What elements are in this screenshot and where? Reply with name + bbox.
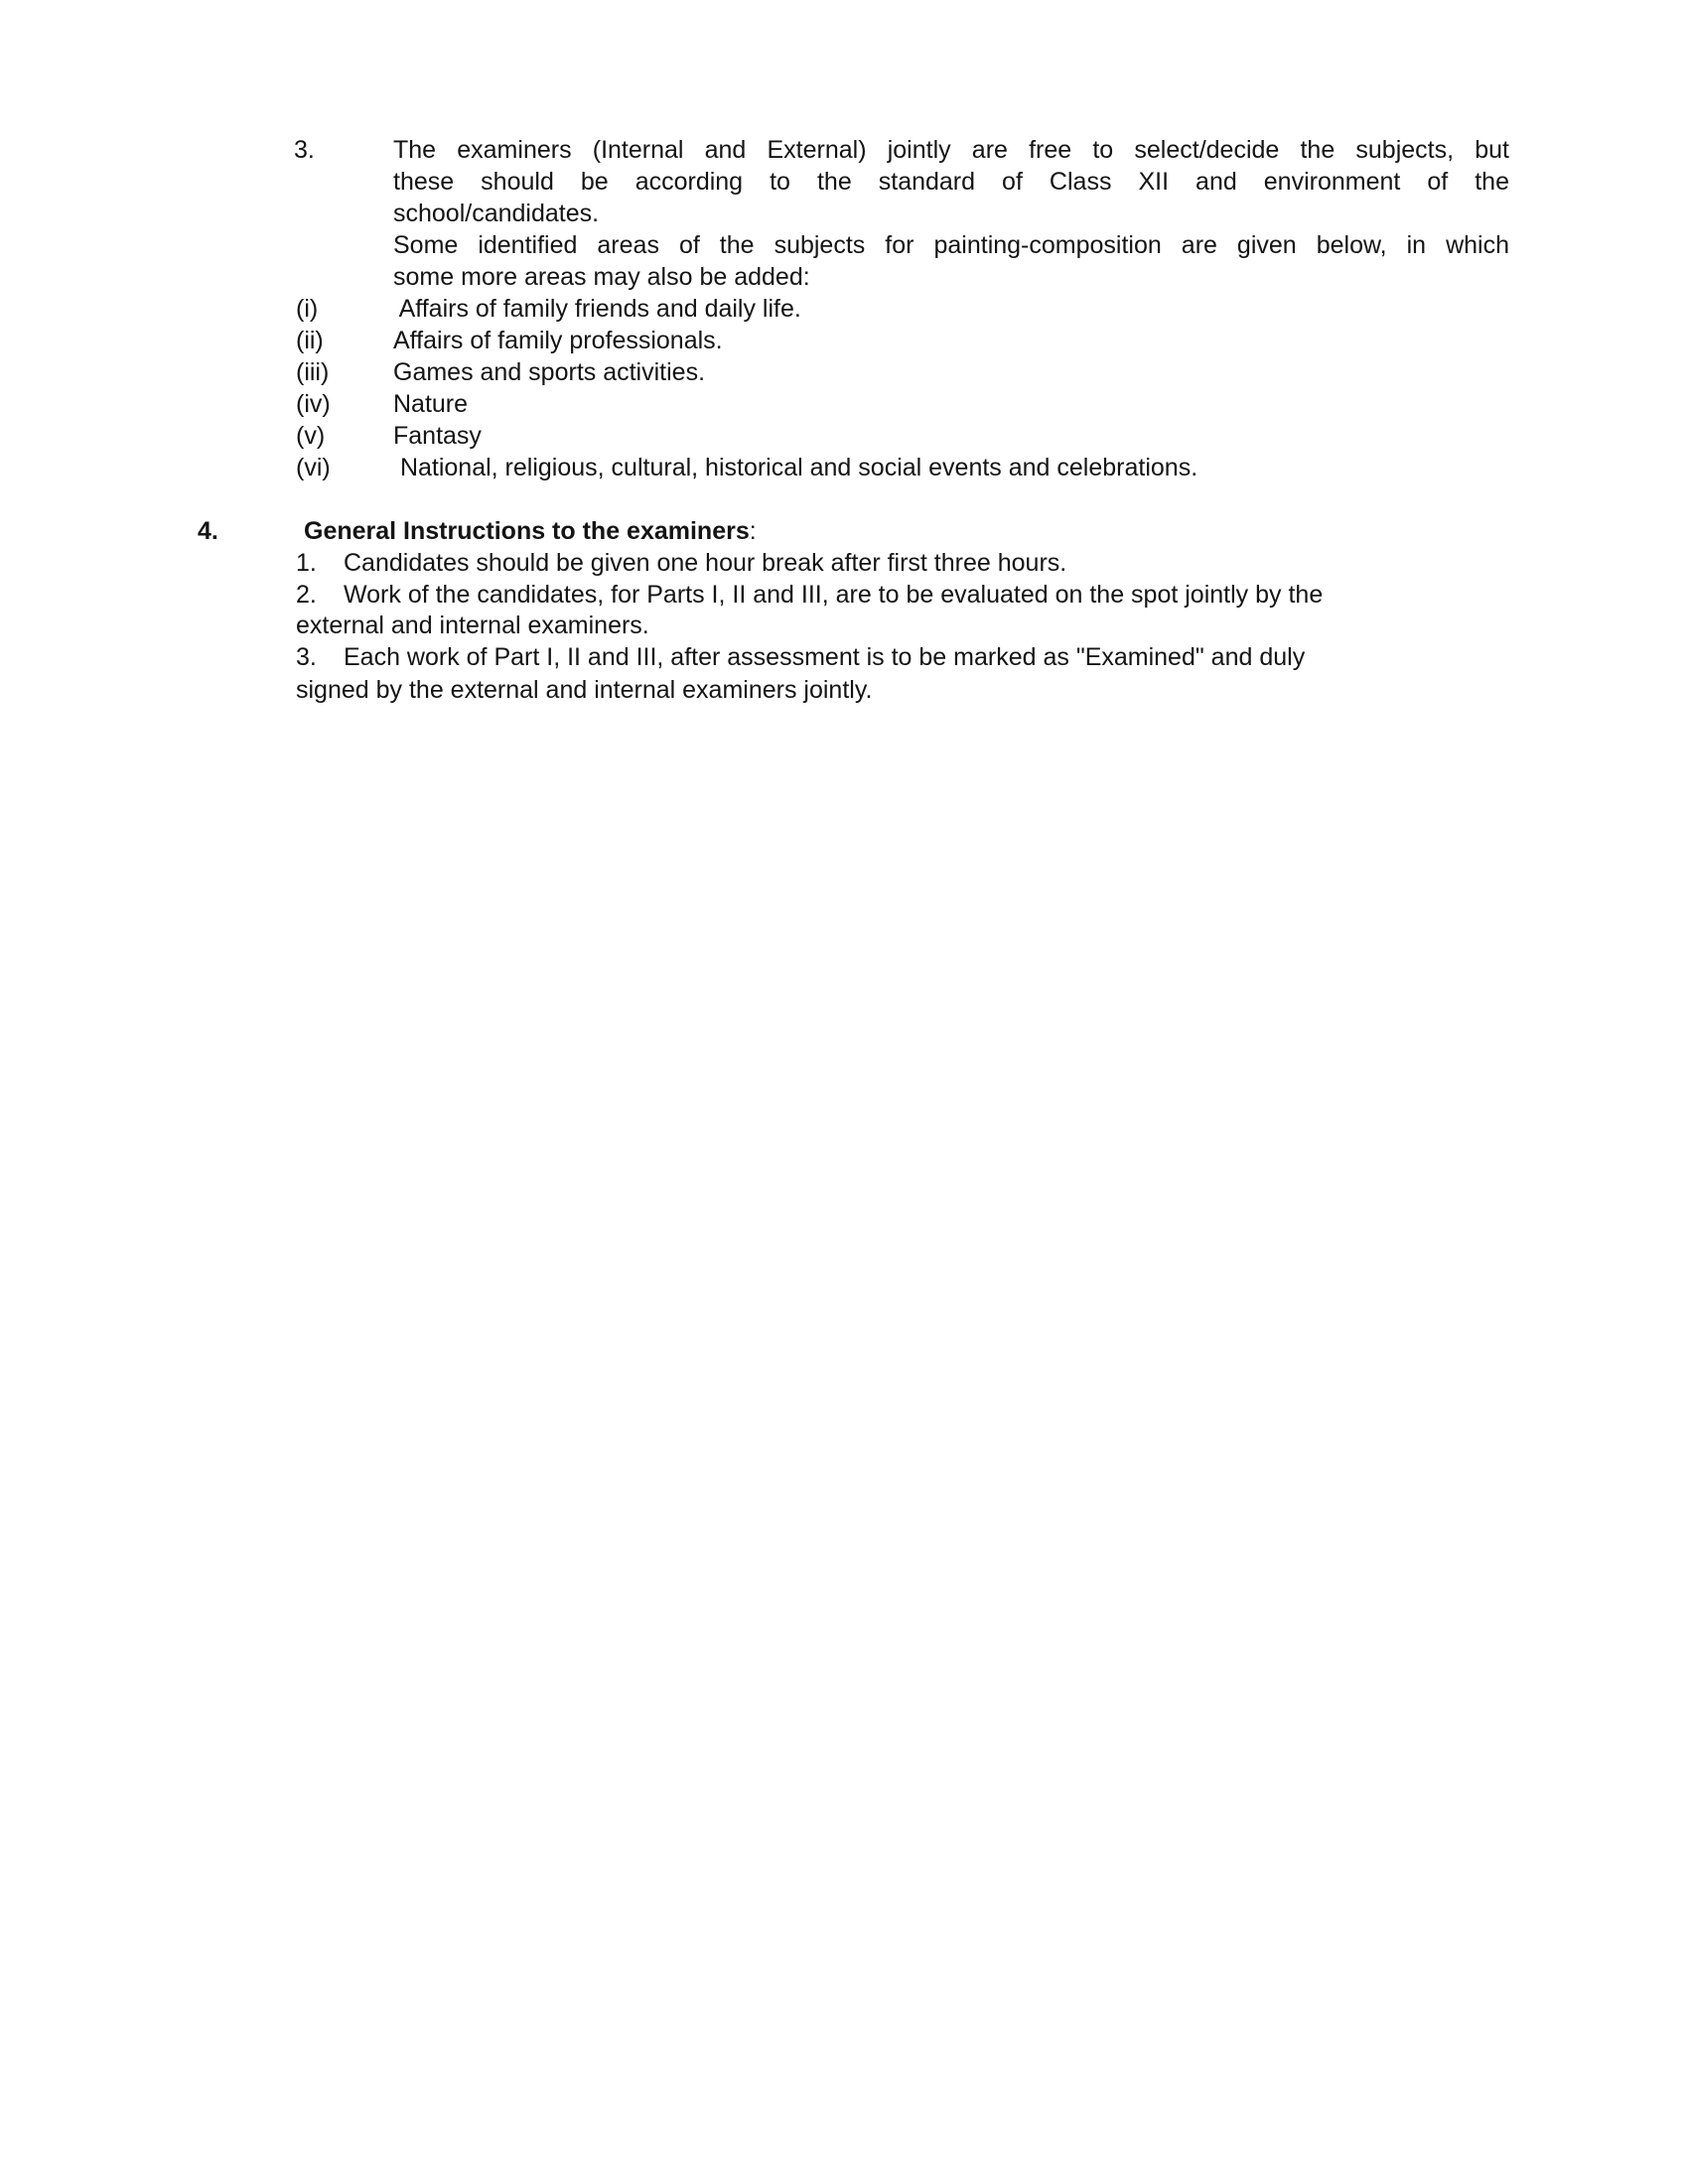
list-item-text: Fantasy <box>393 422 482 450</box>
section-3-paragraph-2-line-1: Some identified areas of the subjects for painting-composition are given below, in which <box>393 231 1509 259</box>
list-item-label: (iii) <box>296 358 330 386</box>
section-3-paragraph-2-line-2: some more areas may also be added: <box>393 263 810 291</box>
instruction-text-line-1: Work of the candidates, for Parts I, II and III, are to be evaluated on the spot jointly by the <box>344 581 1324 609</box>
section-4-heading <box>304 516 757 546</box>
list-item-text: Affairs of family friends and daily life. <box>393 295 801 323</box>
instruction-text-line-1: Candidates should be given one hour break after first three hours. <box>344 549 1067 577</box>
instruction-number: 2. <box>296 581 317 609</box>
section-4-heading-colon: : <box>749 517 757 545</box>
section-4-heading-text: General Instructions to the examiners <box>304 517 750 545</box>
list-item-label: (vi) <box>296 454 331 481</box>
instruction-number: 1. <box>296 549 317 577</box>
list-item-label: (v) <box>296 422 326 450</box>
list-item-label: (ii) <box>296 327 324 354</box>
section-3-paragraph-1-line-3: school/candidates. <box>393 200 600 227</box>
section-3-paragraph-1-line-2: these should be according to the standard of Class XII and environment of the <box>393 168 1509 196</box>
instruction-text-line-1: Each work of Part I, II and III, after assessment is to be marked as "Examined" and duly <box>344 643 1306 671</box>
list-item-text: Affairs of family professionals. <box>393 327 723 354</box>
instruction-text-line-2: signed by the external and internal examiners jointly. <box>296 676 873 704</box>
list-item-label: (i) <box>296 295 319 323</box>
instruction-text-line-2: external and internal examiners. <box>296 612 649 639</box>
instruction-number: 3. <box>296 643 317 671</box>
section-4-number: 4. <box>198 517 218 545</box>
section-3-paragraph-1-line-1: The examiners (Internal and External) jointly are free to select/decide the subjects, but <box>393 136 1509 164</box>
list-item-text: Games and sports activities. <box>393 358 706 386</box>
list-item-text: Nature <box>393 390 469 418</box>
list-item-label: (iv) <box>296 390 331 418</box>
section-3-number: 3. <box>294 136 315 164</box>
list-item-text: National, religious, cultural, historical and social events and celebrations. <box>393 454 1198 481</box>
